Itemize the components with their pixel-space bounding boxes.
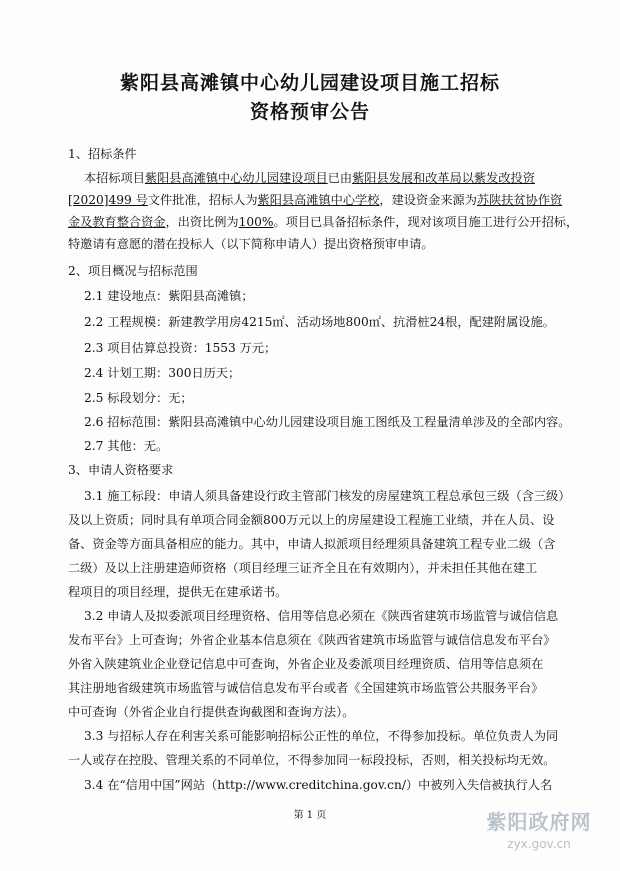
text: ，出资比例为 <box>165 215 239 229</box>
doc-title-line1: 紫阳县高滩镇中心幼儿园建设项目施工招标 <box>119 72 500 94</box>
watermark-url: zyx.gov.cn <box>507 837 571 851</box>
funding-ratio: 100% <box>238 215 274 229</box>
project-name: 紫阳县高滩镇中心幼儿园建设项目 <box>144 171 328 185</box>
approval-authority: 紫阳县发展和改革局以紫发改投资 <box>352 171 535 185</box>
doc-title-line2: 资格预审公告 <box>249 101 370 123</box>
s3-p2-line: 3.2 申请人及拟委派项目经理资格、信用等信息必须在《陕西省建筑市场监管与诚信信息 <box>84 609 559 623</box>
s3-p1-line: 二级）及以上注册建造师资格（项目经理三证齐全且在有效期内），并未担任其他在建工 <box>68 561 538 575</box>
s3-p1-line: 3.1 施工标段：申请人须具备建设行政主管部门核发的房屋建筑工程总承包三级（含三级） <box>84 489 571 503</box>
s3-p2-line: 其注册地省级建筑市场监管与诚信信息发布平台或者《全国建筑市场监管公共服务平台》 <box>68 681 544 695</box>
section1-heading: 1、招标条件 <box>68 147 137 161</box>
page-number: 第 1 页 <box>293 810 327 821</box>
s2-item: 2.5 标段划分：无； <box>84 391 193 405</box>
s1-line4: 特邀请有意愿的潜在投标人（以下简称申请人）提出资格预审申请。 <box>68 237 434 251</box>
s2-item: 2.2 工程规模：新建教学用房4215㎡、活动场地800㎡、抗滑桩24根，配建附属设施。 <box>84 315 555 329</box>
approval-number: [2020]499 号 <box>68 193 148 207</box>
text: ，建设资金来源为 <box>379 193 477 207</box>
s2-item: 2.7 其他：无。 <box>84 439 169 453</box>
s3-p3-line: 一人或存在控股、管理关系的不同单位，不得参加同一标段投标，否则，相关投标均无效。 <box>68 753 556 767</box>
s3-p1-line: 备、资金等方面具备相应的能力。其中，申请人拟派项目经理须具备建筑工程专业二级（含 <box>68 537 556 551</box>
s3-p2-line: 发布平台》上可查询；外省企业基本信息须在《陕西省建筑市场监管与诚信信息发布平台》 <box>68 633 556 647</box>
fund-source: 苏陕扶贫协作资 <box>476 193 563 207</box>
watermark-title: 紫阳政府网 <box>486 810 592 834</box>
s3-p1-line: 程项目的项目经理，提供无在建承诺书。 <box>68 585 288 599</box>
section2-heading: 2、项目概况与招标范围 <box>68 264 198 278</box>
s1-line2 <box>68 192 562 208</box>
fund-source-cont: 金及教育整合资金 <box>68 215 166 229</box>
s3-p1-line: 及以上资质；同时具有单项合同金额800万元以上的房屋建设工程施工业绩，并在人员、设 <box>68 513 555 527</box>
s3-p2-line: 中可查询（外省企业自行提供查询截图和查询方法）。 <box>68 705 355 719</box>
s2-item: 2.6 招标范围：紫阳县高滩镇中心幼儿园建设项目施工图纸及工程量清单涉及的全部内容。 <box>84 415 571 429</box>
s2-item: 2.3 项目估算总投资：1553 万元； <box>84 341 277 355</box>
s1-line3 <box>68 214 578 230</box>
s3-p4-line: 3.4 在“信用中国”网站（http://www.creditchina.gov.cn/）中被列入失信被执行人名 <box>84 778 553 792</box>
s3-p3-line: 3.3 与招标人存在利害关系可能影响招标公正性的单位，不得参加投标。单位负责人为同 <box>84 729 559 743</box>
watermark <box>464 806 614 851</box>
text: 文件批准，招标人为 <box>147 193 258 207</box>
s2-item: 2.1 建设地点：紫阳县高滩镇； <box>84 289 254 303</box>
s1-line1 <box>84 170 535 186</box>
text: 已由 <box>327 171 353 185</box>
s3-p2-line: 外省入陕建筑业企业登记信息中可查询，外省企业及委派项目经理资质、信用等信息须在 <box>68 657 544 671</box>
section3-heading: 3、申请人资格要求 <box>68 463 174 477</box>
text: 本招标项目 <box>84 171 145 185</box>
s2-item: 2.4 计划工期：300日历天； <box>84 366 241 380</box>
tenderer-name: 紫阳县高滩镇中心学校 <box>257 193 380 207</box>
text: 。项目已具备招标条件，现对该项目施工进行公开招标， <box>273 215 579 229</box>
